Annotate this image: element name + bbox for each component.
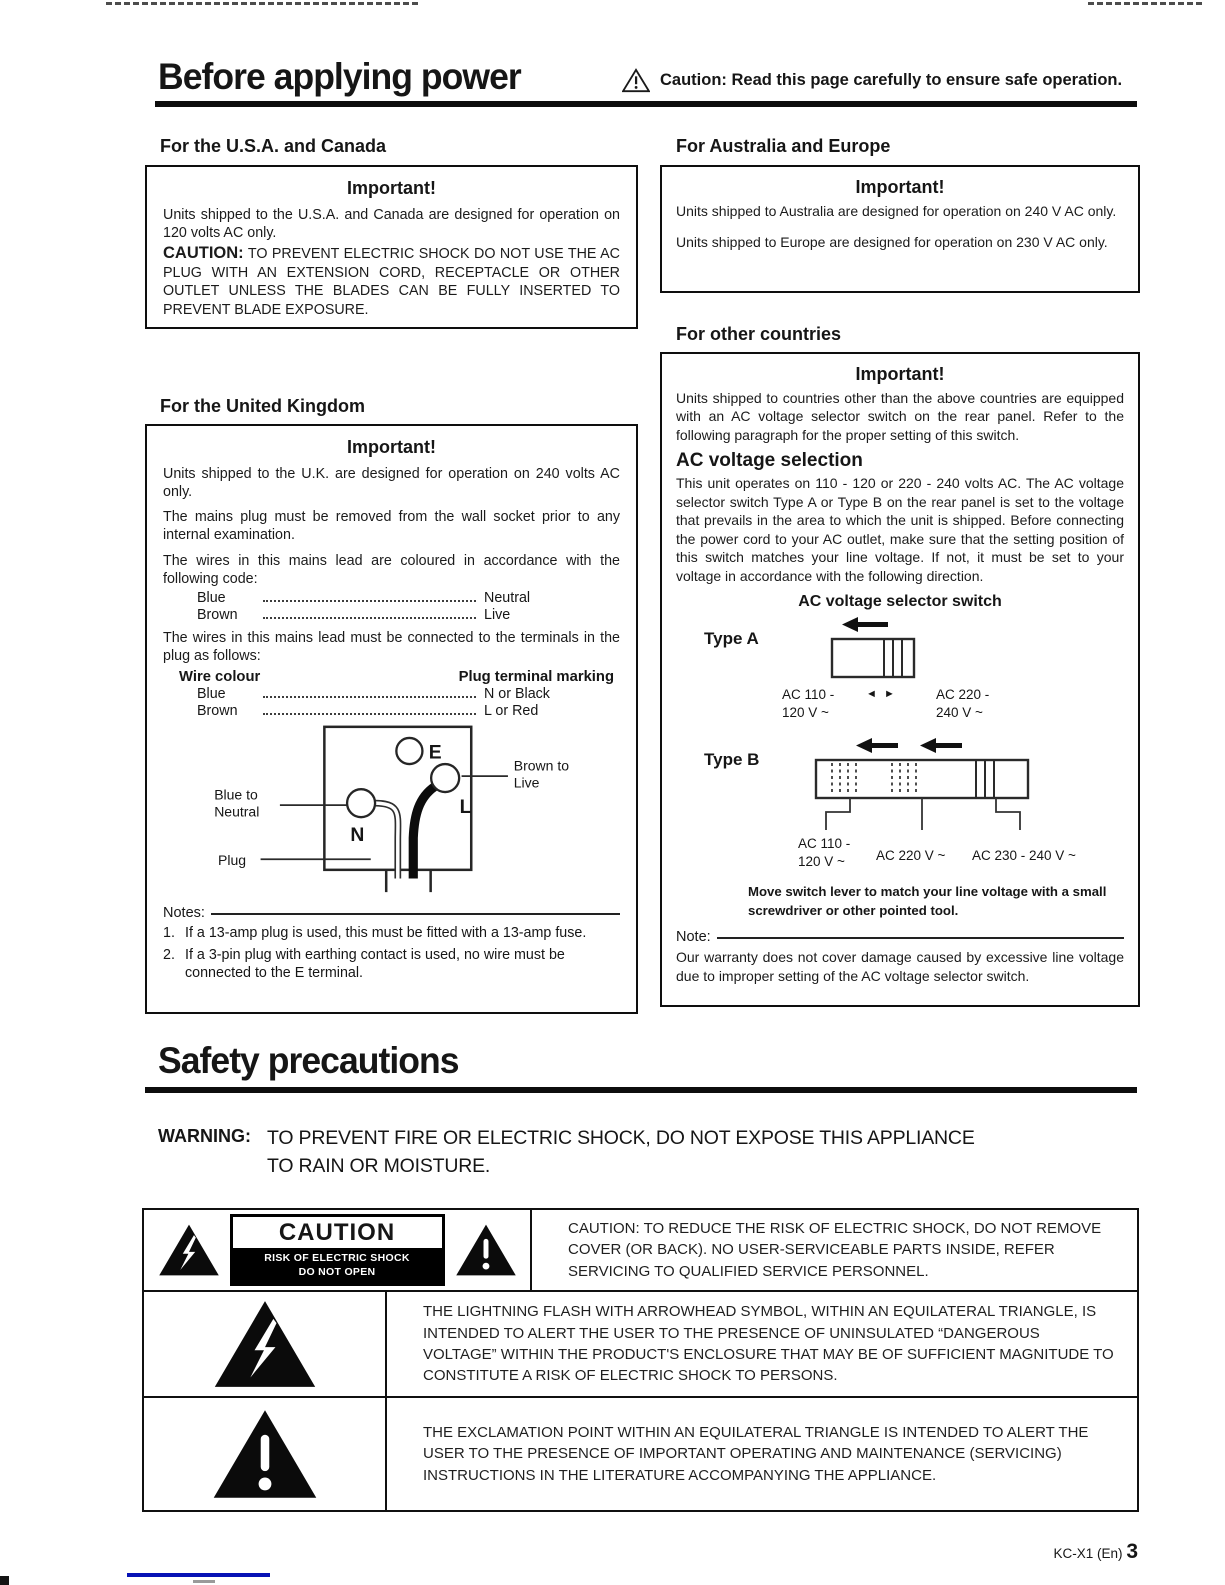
header-rule xyxy=(155,101,1137,107)
type-a-left-voltage-line2: 120 V ~ xyxy=(782,705,829,721)
terminal-marking: N or Black xyxy=(484,686,550,703)
scan-artifact-corner-mark xyxy=(0,1576,9,1585)
type-b-right-voltage: AC 230 - 240 V ~ xyxy=(972,848,1076,864)
warning-label: WARNING: xyxy=(158,1126,251,1146)
usa-caution-text: TO PREVENT ELECTRIC SHOCK DO NOT USE THE AC PLUG WITH AN EXTENSION CORD, RECEPTACLE OR OTHER OUTLET UNLESS THE BLADES CAN BE FULLY INSERTED TO PREVENT BLADE EXPOSURE. xyxy=(163,246,620,318)
note-divider xyxy=(676,929,1124,945)
type-b-left-voltage-line2: 120 V ~ xyxy=(798,854,845,870)
note-number: 1. xyxy=(163,925,175,942)
column-terminal-marking: Plug terminal marking xyxy=(458,669,614,686)
caution-badge-line2: DO NOT OPEN xyxy=(298,1266,376,1278)
note-number: 2. xyxy=(163,946,175,963)
note-label: Note: xyxy=(676,929,711,946)
wire-colour: Blue xyxy=(197,686,226,703)
exclamation-triangle-icon xyxy=(455,1222,517,1278)
header-caution-text: Caution: Read this page carefully to ensure safe operation. xyxy=(660,71,1123,89)
wire-colour: Blue xyxy=(197,589,226,606)
type-a-right-voltage-line1: AC 220 - xyxy=(936,687,990,703)
dotted-leader xyxy=(263,600,476,602)
wire-code-row xyxy=(197,607,616,623)
type-b-mid-voltage: AC 220 V ~ xyxy=(876,848,946,864)
table-row xyxy=(144,1292,1137,1398)
type-b-switch-drawing xyxy=(780,734,1100,834)
caution-logo-cell xyxy=(144,1210,532,1290)
note-item xyxy=(163,924,620,942)
type-a-voltage-labels xyxy=(780,686,1110,728)
caution-badge-title: CAUTION xyxy=(278,1218,396,1246)
section-heading-uk: For the United Kingdom xyxy=(160,396,365,416)
terminal-letter-e: E xyxy=(428,742,442,764)
blue-wire-label-line1: Blue to xyxy=(213,786,258,803)
type-b-diagram xyxy=(676,734,1124,879)
safety-precautions-heading: Safety precautions xyxy=(158,1040,459,1081)
important-title: Important! xyxy=(347,178,436,198)
note-rule xyxy=(717,937,1124,939)
warning-statement xyxy=(158,1124,1058,1181)
page-footer xyxy=(940,1540,1138,1564)
brown-wire-label-line2: Live xyxy=(513,774,539,791)
type-b-voltage-labels xyxy=(780,836,1110,879)
caution-text-cell: CAUTION: TO REDUCE THE RISK OF ELECTRIC SHOCK, DO NOT REMOVE COVER (OR BACK). NO USER-SERVICEABLE PARTS INSIDE, REFER SERVICING TO QUALIFIED SERVICE PERSONNEL. xyxy=(568,1220,1102,1280)
type-a-diagram xyxy=(676,613,1124,728)
warning-text-line1: TO PREVENT FIRE OR ELECTRIC SHOCK, DO NOT EXPOSE THIS APPLIANCE xyxy=(267,1127,975,1149)
terminal-row xyxy=(197,686,616,702)
lightning-symbol-cell xyxy=(144,1292,387,1396)
table-row xyxy=(144,1398,1137,1510)
dotted-leader xyxy=(263,713,476,715)
caution-badge xyxy=(230,1214,445,1286)
type-b-left-voltage-line1: AC 110 - xyxy=(798,836,851,852)
notes-rule xyxy=(211,913,620,915)
switch-diagram-title: AC voltage selector switch xyxy=(798,593,1002,611)
header-caution xyxy=(622,68,1122,93)
page-number: 3 xyxy=(1126,1540,1138,1563)
uk-paragraph-3: The wires in this mains lead are coloured in accordance with the following code: xyxy=(163,552,620,587)
wire-colour: Brown xyxy=(197,606,238,623)
type-b-label: Type B xyxy=(704,750,760,770)
page-title: Before applying power xyxy=(158,56,521,97)
section-heading-other-countries: For other countries xyxy=(676,324,842,344)
important-title: Important! xyxy=(855,364,945,384)
other-countries-paragraph: Units shipped to countries other than the above countries are equipped with an AC voltage selector switch on the rear panel. Refer to the following paragraph for the proper setting of this switch. xyxy=(676,390,1124,443)
brown-wire-label-line1: Brown to xyxy=(513,757,569,774)
wire-meaning: Neutral xyxy=(484,589,531,606)
column-wire-colour: Wire colour xyxy=(179,669,261,686)
important-box-usa xyxy=(145,165,638,329)
section-heading-usa: For the U.S.A. and Canada xyxy=(160,136,387,156)
type-a-right-voltage-line2: 240 V ~ xyxy=(936,705,983,721)
model-code: KC-X1 (En) xyxy=(1053,1546,1123,1561)
exclamation-triangle-icon xyxy=(206,1407,324,1501)
important-box-uk xyxy=(145,424,638,1014)
scan-artifact-blue-line xyxy=(127,1573,270,1577)
uk-paragraph-4: The wires in this mains lead must be connected to the terminals in the plug as follows: xyxy=(163,629,620,665)
type-a-switch-drawing xyxy=(780,613,980,681)
important-box-australia xyxy=(660,165,1140,293)
type-a-left-voltage-line1: AC 110 - xyxy=(782,687,835,703)
lightning-triangle-icon xyxy=(158,1222,220,1278)
note-text: If a 13-amp plug is used, this must be fitted with a 13-amp fuse. xyxy=(185,925,587,942)
plug-wiring-diagram xyxy=(163,722,620,899)
dotted-leader xyxy=(263,696,476,698)
move-switch-instruction: Move switch lever to match your line voltage with a small screwdriver or other pointed tool. xyxy=(748,884,1107,918)
table-row xyxy=(144,1210,1137,1292)
usa-paragraph: Units shipped to the U.S.A. and Canada are designed for operation on 120 volts AC only. xyxy=(163,207,620,242)
lightning-explanation-cell: THE LIGHTNING FLASH WITH ARROWHEAD SYMBOL, WITHIN AN EQUILATERAL TRIANGLE, IS INTENDED TO ALERT THE USER TO THE PRESENCE OF UNINSULATED “DANGEROUS VOLTAGE” WITHIN THE PRODUCT'S ENCLOSURE THAT MAY BE OF SUFFICIENT MAGNITUDE TO CONSTITUTE A RISK OF ELECTRIC SHOCK TO PERSONS. xyxy=(423,1303,1114,1385)
section-heading-australia: For Australia and Europe xyxy=(676,136,891,156)
important-box-other-countries xyxy=(660,352,1140,1007)
terminal-letter-l: L xyxy=(459,797,471,819)
scan-dash-top-right xyxy=(1088,2,1202,5)
blue-wire-label-line2: Neutral xyxy=(213,803,259,820)
scan-artifact-gray-dash xyxy=(193,1580,215,1583)
australia-paragraph: Units shipped to Australia are designed for operation on 240 V AC only. xyxy=(676,203,1117,219)
warning-text-line2: TO RAIN OR MOISTURE. xyxy=(267,1155,491,1178)
dotted-leader xyxy=(263,617,476,619)
uk-paragraph-2: The mains plug must be removed from the wall socket prior to any internal examination. xyxy=(163,509,620,544)
ac-voltage-selection-heading: AC voltage selection xyxy=(676,450,863,472)
exclamation-explanation-cell: THE EXCLAMATION POINT WITHIN AN EQUILATERAL TRIANGLE IS INTENDED TO ALERT THE USER TO THE PRESENCE OF IMPORTANT OPERATING AND MAINTENANCE (SERVICING) INSTRUCTIONS IN THE LITERATURE ACCOMPANYING THE APPLIANCE. xyxy=(423,1424,1089,1484)
safety-symbols-table xyxy=(142,1208,1139,1512)
uk-paragraph-1: Units shipped to the U.K. are designed for operation on 240 volts AC only. xyxy=(163,466,620,501)
notes-label: Notes: xyxy=(163,905,205,922)
usa-caution-paragraph xyxy=(163,243,620,318)
terminal-marking: L or Red xyxy=(484,703,539,720)
terminal-row xyxy=(197,703,616,719)
europe-paragraph: Units shipped to Europe are designed for operation on 230 V AC only. xyxy=(676,234,1108,251)
scan-dash-top-left xyxy=(106,2,418,5)
warranty-note-text: Our warranty does not cover damage caused by excessive line voltage due to improper setting of the AC voltage selector switch. xyxy=(676,949,1124,984)
note-item xyxy=(163,946,620,983)
exclamation-symbol-cell xyxy=(144,1398,387,1510)
lightning-triangle-icon xyxy=(201,1298,329,1390)
terminal-letter-n: N xyxy=(349,825,364,847)
terminal-table-header xyxy=(179,669,614,685)
slider-direction-arrows: ◄ ► xyxy=(866,688,897,701)
plug-label: Plug xyxy=(217,852,246,869)
type-a-label: Type A xyxy=(704,629,759,649)
caution-badge-line1: RISK OF ELECTRIC SHOCK xyxy=(264,1251,410,1264)
warning-triangle-icon xyxy=(622,68,650,93)
usa-caution-label: CAUTION: xyxy=(163,244,244,263)
wire-meaning: Live xyxy=(484,606,511,623)
important-title: Important! xyxy=(347,437,436,457)
wire-colour: Brown xyxy=(197,703,238,720)
important-title: Important! xyxy=(855,177,945,197)
wire-code-row xyxy=(197,590,616,606)
note-text: If a 3-pin plug with earthing contact is used, no wire must be connected to the E terminal. xyxy=(185,946,565,981)
safety-rule xyxy=(145,1087,1137,1093)
ac-voltage-selection-paragraph: This unit operates on 110 - 120 or 220 - 240 volts AC. The AC voltage selector switch Type A or Type B on the rear panel is set to the voltage that prevails in the area to which the unit is shipped. Before connecting the power cord to your AC outlet, make sure that the setting position of this switch matches your line voltage. If not, it must be set to your voltage in accordance with the following direction. xyxy=(676,475,1124,584)
notes-divider xyxy=(163,905,620,921)
